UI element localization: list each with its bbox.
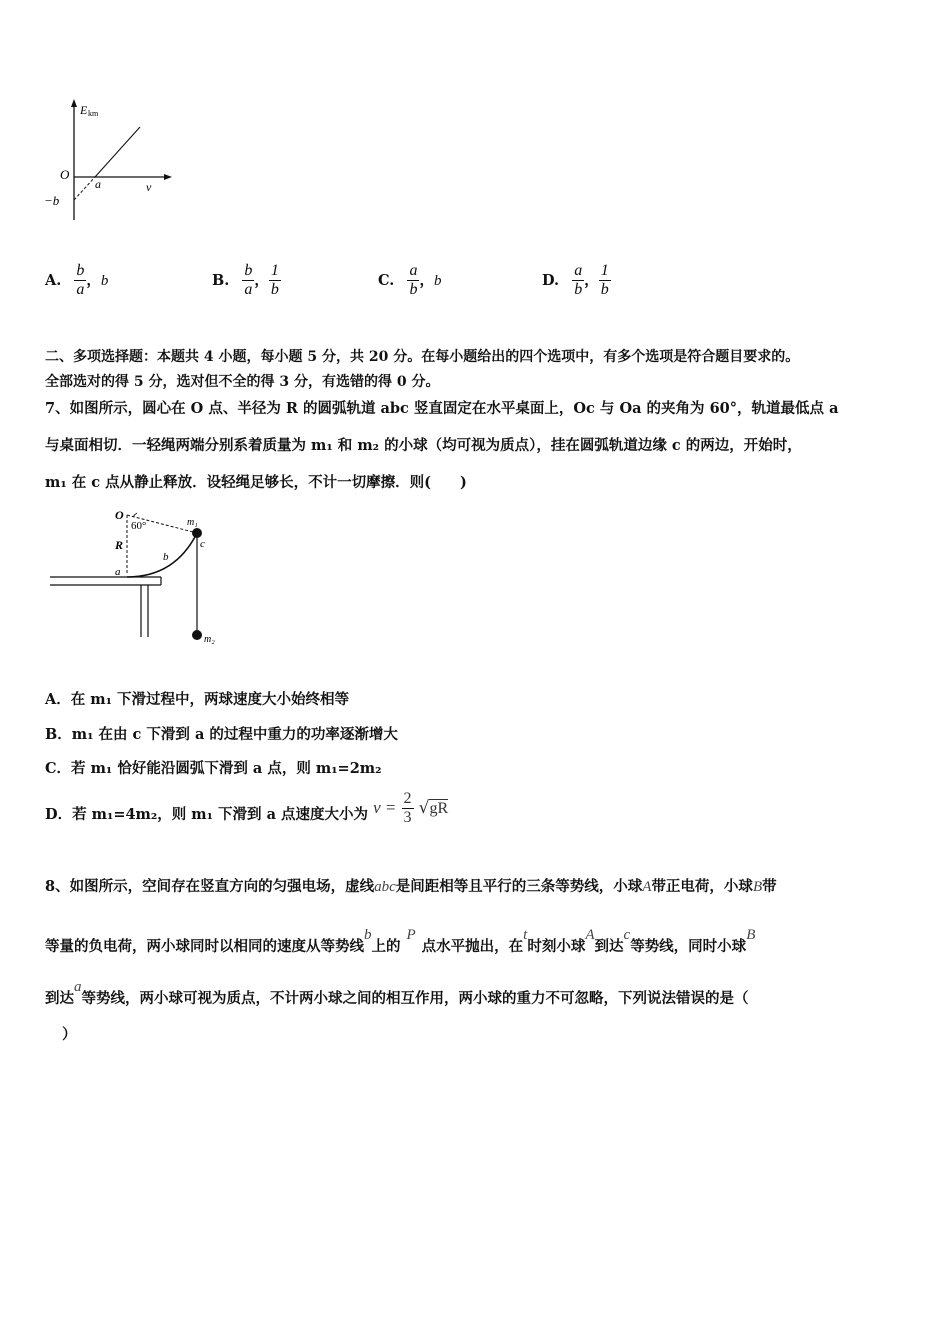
- svg-text:b: b: [163, 551, 169, 563]
- fraction: $\frac{1}{b}$: [270, 262, 279, 298]
- q8-line2: 等量的负电荷，两小球同时以相同的速度从等势线b上的P点水平抛出，在t时刻小球A到达c等势线，同时小球B: [45, 927, 756, 955]
- q8-line4: ）: [62, 1026, 77, 1043]
- svg-text:m₂: m₂: [204, 634, 215, 645]
- ball-m2: [192, 630, 202, 640]
- fraction: $\frac{a}{b}$: [409, 262, 418, 298]
- q7-option-d[interactable]: D．若 m₁=4m₂，则 m₁ 下滑到 a 点速度大小为 v = $\frac{2}{3}$ √gR: [45, 790, 449, 826]
- q6-option-b[interactable]: B. $\frac{b}{a}$ ， $\frac{1}{b}$: [212, 262, 279, 298]
- arc-track-figure: [45, 505, 235, 650]
- q6-option-d[interactable]: D. $\frac{a}{b}$ ， $\frac{1}{b}$: [542, 262, 609, 298]
- fraction: $\frac{2}{3}$: [403, 790, 412, 826]
- q7-option-b[interactable]: B．m₁ 在由 c 下滑到 a 的过程中重力的功率逐渐增大: [45, 726, 398, 743]
- intercept-b: −b: [44, 193, 60, 208]
- fraction: $\frac{b}{a}$: [244, 262, 253, 298]
- fraction: $\frac{1}{b}$: [600, 262, 609, 298]
- svg-text:c: c: [200, 538, 205, 550]
- fraction: $\frac{b}{a}$: [76, 262, 85, 298]
- q8-line1: 8、如图所示，空间存在竖直方向的匀强电场，虚线abc是间距相等且平行的三条等势线，小球A带正电荷，小球B带: [45, 878, 777, 895]
- section2-line1: 二、多项选择题：本题共 4 小题，每小题 5 分，共 20 分。在每小题给出的四个选项中，有多个选项是符合题目要求的。: [45, 349, 800, 365]
- y-axis-sub: km: [88, 109, 99, 118]
- svg-text:R: R: [115, 538, 124, 552]
- origin-label: O: [60, 167, 70, 182]
- sqrt-sign: √: [418, 798, 430, 818]
- ekm-v-graph: [40, 95, 180, 230]
- section2-line2: 全部选对的得 5 分，选对但不全的得 3 分，有选错的得 0 分。: [45, 374, 440, 390]
- ball-m1: [192, 528, 202, 538]
- q7-line2: 与桌面相切．一轻绳两端分别系着质量为 m₁ 和 m₂ 的小球（均可视为质点），挂在圆弧轨道边缘 c 的两边，开始时，: [45, 437, 802, 454]
- svg-text:m₁: m₁: [187, 517, 198, 528]
- q7-option-a[interactable]: A．在 m₁ 下滑过程中，两球速度大小始终相等: [45, 691, 350, 708]
- intercept-a: a: [95, 177, 101, 191]
- x-axis-label: v: [146, 180, 152, 194]
- y-axis-label: E: [80, 103, 88, 117]
- fraction: $\frac{a}{b}$: [574, 262, 583, 298]
- q6-option-a[interactable]: A. $\frac{b}{a}$ ，b: [45, 262, 109, 298]
- svg-text:a: a: [115, 566, 121, 578]
- q7-option-c[interactable]: C．若 m₁ 恰好能沿圆弧下滑到 a 点，则 m₁=2m₂: [45, 760, 382, 777]
- q8-line3: 到达a等势线，两小球可视为质点，不计两小球之间的相互作用，两小球的重力不可忽略，下列说法错误的是（: [45, 979, 749, 1007]
- q7-line1: 7、如图所示，圆心在 O 点、半径为 R 的圆弧轨道 abc 竖直固定在水平桌面上，Oc 与 Oa 的夹角为 60°，轨道最低点 a: [45, 400, 839, 417]
- q6-option-c[interactable]: C. $\frac{a}{b}$ ，b: [378, 262, 442, 298]
- svg-text:O: O: [115, 508, 124, 522]
- q7-line3: m₁ 在 c 点从静止释放．设轻绳足够长，不计一切摩擦．则( ): [45, 474, 467, 491]
- svg-text:60°: 60°: [131, 520, 147, 532]
